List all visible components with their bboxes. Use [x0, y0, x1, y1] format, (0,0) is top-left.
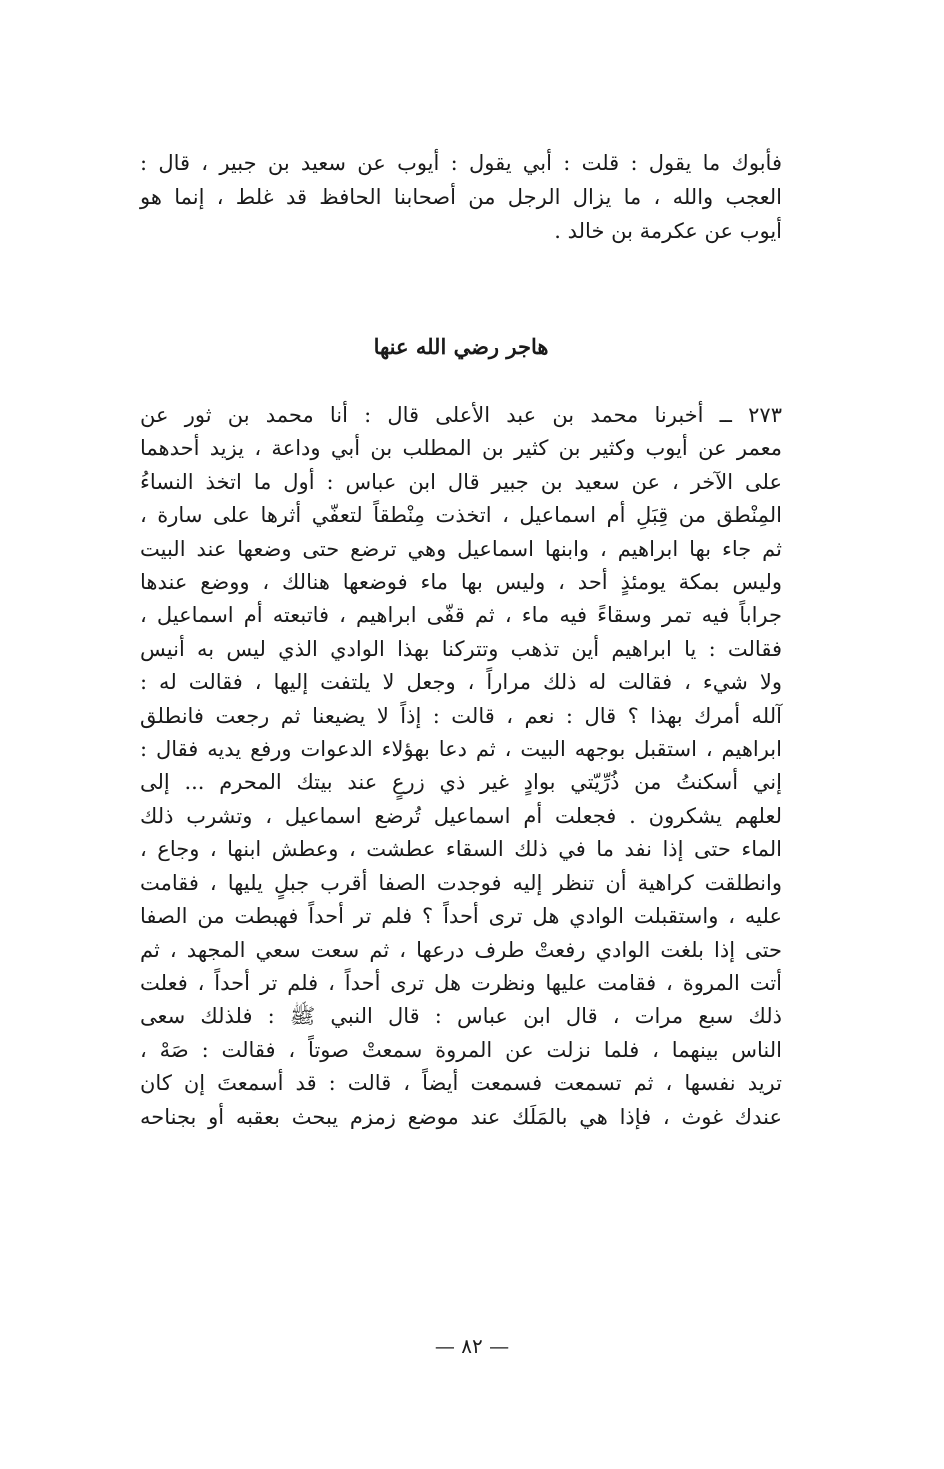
- text-line: فقالت : يا ابراهيم أين تذهب وتتركنا بهذا الوادي الذي ليس به أنيس: [140, 636, 782, 661]
- text-line: ولا شيء ، فقالت له ذلك مراراً ، وجعل لا يلتفت إليها ، فقالت له :: [140, 670, 782, 695]
- text-line: وليس بمكة يومئذٍ أحد ، وليس بها ماء فوضعها هنالك ، ووضع عندها: [140, 570, 782, 595]
- text-line: على الآخر ، عن سعيد بن جبير قال ابن عباس : أول ما اتخذ النساءُ: [140, 469, 782, 494]
- text-line: ذلك سبع مرات ، قال ابن عباس : قال النبي ﷺ : فلذلك سعى: [140, 1004, 782, 1029]
- text-line: إني أسكنتُ من ذُرِّيّتي بوادٍ غير ذي زرعٍ عند بيتك المحرم ... إلى: [140, 770, 782, 795]
- text-line: تريد نفسها ، ثم تسمعت فسمعت أيضاً ، قالت : قد أسمعتَ إن كان: [140, 1071, 782, 1096]
- text-line: عندك غوث ، فإذا هي بالمَلَك عند موضع زمزم يبحث بعقبه أو بجناحه: [140, 1104, 782, 1129]
- main-paragraph: [140, 399, 782, 1134]
- text-line: الماء حتى إذا نفد ما في ذلك السقاء عطشت ، وعطش ابنها ، وجاع ،: [140, 837, 782, 862]
- text-line: العجب والله ، ما يزال الرجل من أصحابنا الحافظ قد غلط ، إنما هو: [140, 185, 782, 209]
- text-line: جراباً فيه تمر وسقاءً فيه ماء ، ثم قفّى ابراهيم ، فاتبعته أم اسماعيل ،: [140, 603, 782, 628]
- text-line: المِنْطق من قِبَلِ أم اسماعيل ، اتخذت مِنْطقاً لتعفّي أثرها على سارة ،: [140, 503, 782, 528]
- text-line: أتت المروة ، فقامت عليها ونظرت هل ترى أحداً ، فلم تر أحداً ، فعلت: [140, 970, 782, 995]
- text-line: آلله أمرك بهذا ؟ قال : نعم ، قالت : إذاً لا يضيعنا ثم رجعت فانطلق: [140, 703, 782, 728]
- text-line: الناس بينهما ، فلما نزلت عن المروة سمعتْ صوتاً ، فقالت : صَهْ ،: [140, 1037, 782, 1062]
- text-line: ٢٧٣ ــ أخبرنا محمد بن عبد الأعلى قال : أنا محمد بن ثور عن: [140, 403, 782, 427]
- text-line: وانطلقت كراهية أن تنظر إليه فوجدت الصفا أقرب جبلٍ يليها ، فقامت: [140, 870, 782, 895]
- text-line: ثم جاء بها ابراهيم ، وابنها اسماعيل وهي ترضع حتى وضعها عند البيت: [140, 536, 782, 561]
- text-line: حتى إذا بلغت الوادي رفعتْ طرف درعها ، ثم سعت سعي المجهد ، ثم: [140, 937, 782, 962]
- section-heading: هاجر رضي الله عنها: [373, 334, 549, 359]
- intro-paragraph: [140, 146, 782, 248]
- text-line: لعلهم يشكرون . فجعلت أم اسماعيل تُرضع اسماعيل ، وتشرب ذلك: [140, 803, 782, 828]
- text-line: أيوب عن عكرمة بن خالد .: [554, 219, 782, 243]
- text-line: معمر عن أيوب وكثير بن كثير بن المطلب بن أبي وداعة ، يزيد أحدهما: [140, 436, 782, 461]
- text-line: عليه ، واستقبلت الوادي هل ترى أحداً ؟ فلم تر أحداً فهبطت من الصفا: [140, 904, 782, 929]
- text-line: فأبوك ما يقول : قلت : أبي يقول : أيوب عن سعيد بن جبير ، قال :: [140, 151, 782, 175]
- page-number: — ٨٢ —: [434, 1334, 510, 1358]
- text-line: ابراهيم ، استقبل بوجهه البيت ، ثم دعا بهؤلاء الدعوات ورفع يديه فقال :: [140, 737, 782, 762]
